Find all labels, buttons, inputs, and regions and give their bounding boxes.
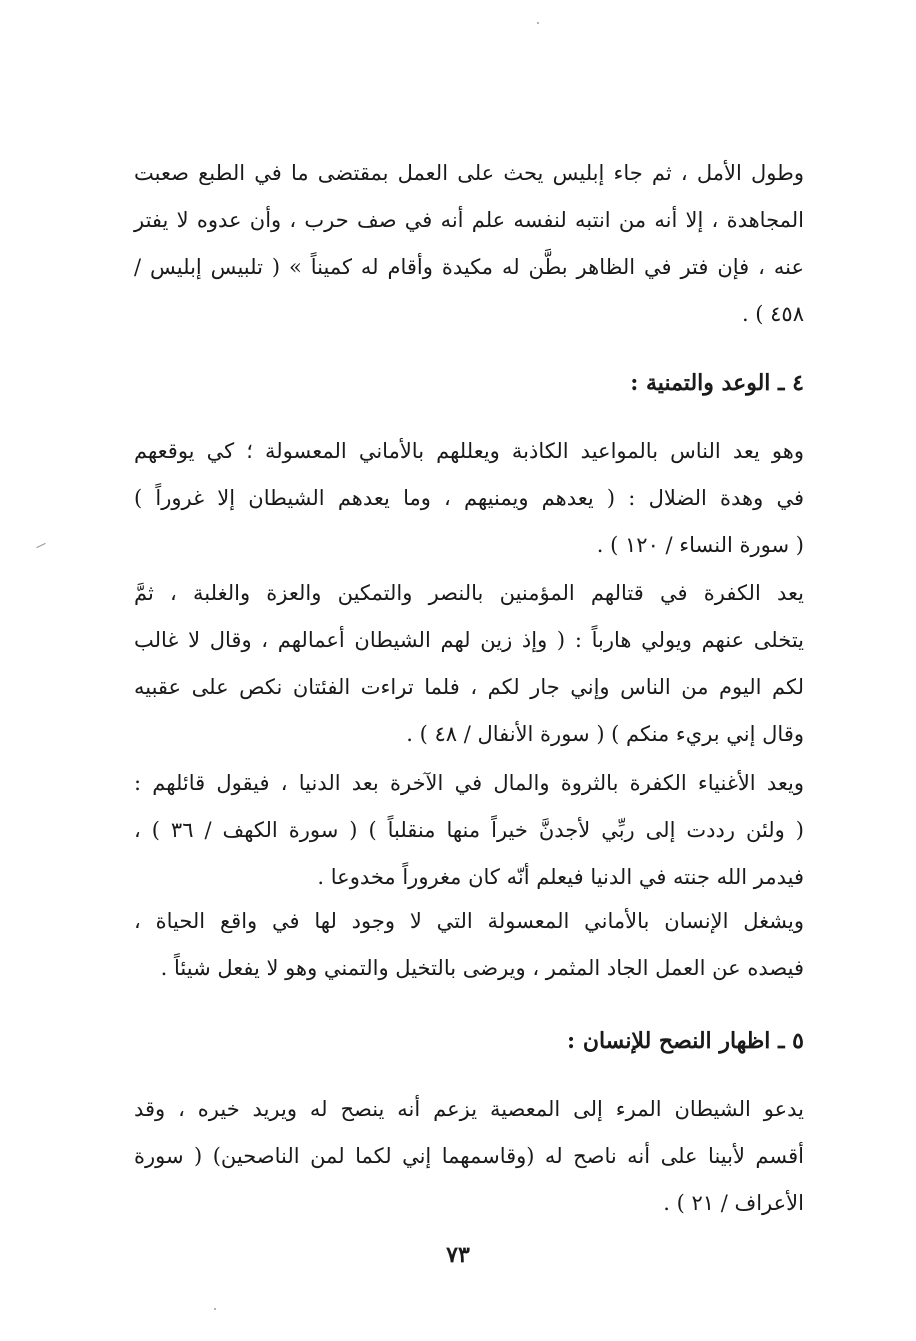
text-line: وهو يعد الناس بالمواعيد الكاذبة ويعللهم بالأماني المعسولة ؛ كي يوقعهم [134,439,804,463]
scan-speck [36,543,45,548]
text-line: ويشغل الإنسان بالأماني المعسولة التي لا وجود لها في واقع الحياة ، [134,909,804,933]
text-line: يتخلى عنهم ويولي هارباً : ( وإذ زين لهم الشيطان أعمالهم ، وقال لا غالب [134,628,804,652]
text-line: في وهدة الضلال : ( يعدهم ويمنيهم ، وما يعدهم الشيطان إلا غروراً ) [134,486,804,510]
body-paragraph [134,760,804,901]
text-line: أقسم لأبينا على أنه ناصح له (وقاسمهما إني لكما لمن الناصحين) ( سورة [134,1144,804,1168]
continuation-paragraph [134,150,804,338]
body-paragraph [134,570,804,758]
text-line: ( ولئن رددت إلى ربِّي لأجدنَّ خيراً منها منقلباً ) ( سورة الكهف / ٣٦ ) ، [134,818,804,842]
text-line: الأعراف / ٢١ ) . [663,1191,804,1215]
text-line: يعد الكفرة في قتالهم المؤمنين بالنصر والتمكين والعزة والغلبة ، ثمَّ [134,581,804,605]
section-heading: ٥ ـ اظهار النصح للإنسان : [567,1028,804,1054]
scan-speck [537,22,539,24]
text-line: لكم اليوم من الناس وإني جار لكم ، فلما تراءت الفئتان نكص على عقبيه [134,675,804,699]
text-line: عنه ، فإن فتر في الظاهر بطَّن له مكيدة وأقام له كميناً » ( تلبيس إبليس / [134,255,804,279]
page-number: ٧٣ [446,1242,470,1268]
text-line: يدعو الشيطان المرء إلى المعصية يزعم أنه ينصح له ويريد خيره ، وقد [134,1097,804,1121]
text-line: وقال إني بريء منكم ) ( سورة الأنفال / ٤٨ ) . [406,722,804,746]
text-line: المجاهدة ، إلا أنه من انتبه لنفسه علم أنه في صف حرب ، وأن عدوه لا يفتر [134,208,804,232]
text-line: ويعد الأغنياء الكفرة بالثروة والمال في الآخرة بعد الدنيا ، فيقول قائلهم : [134,771,804,795]
text-line: فيدمر الله جنته في الدنيا فيعلم أنّه كان مغروراً مخدوعا . [317,865,804,889]
scan-speck [214,1308,216,1310]
text-line: ( سورة النساء / ١٢٠ ) . [596,533,804,557]
text-line: وطول الأمل ، ثم جاء إبليس يحث على العمل بمقتضى ما في الطبع صعبت [134,161,804,185]
section-heading: ٤ ـ الوعد والتمنية : [630,370,804,396]
body-paragraph [134,1086,804,1227]
text-line: ٤٥٨ ) . [741,302,804,326]
text-line: فيصده عن العمل الجاد المثمر ، ويرضى بالتخيل والتمني وهو لا يفعل شيئاً . [160,956,804,980]
body-paragraph [134,428,804,569]
body-paragraph [134,898,804,992]
